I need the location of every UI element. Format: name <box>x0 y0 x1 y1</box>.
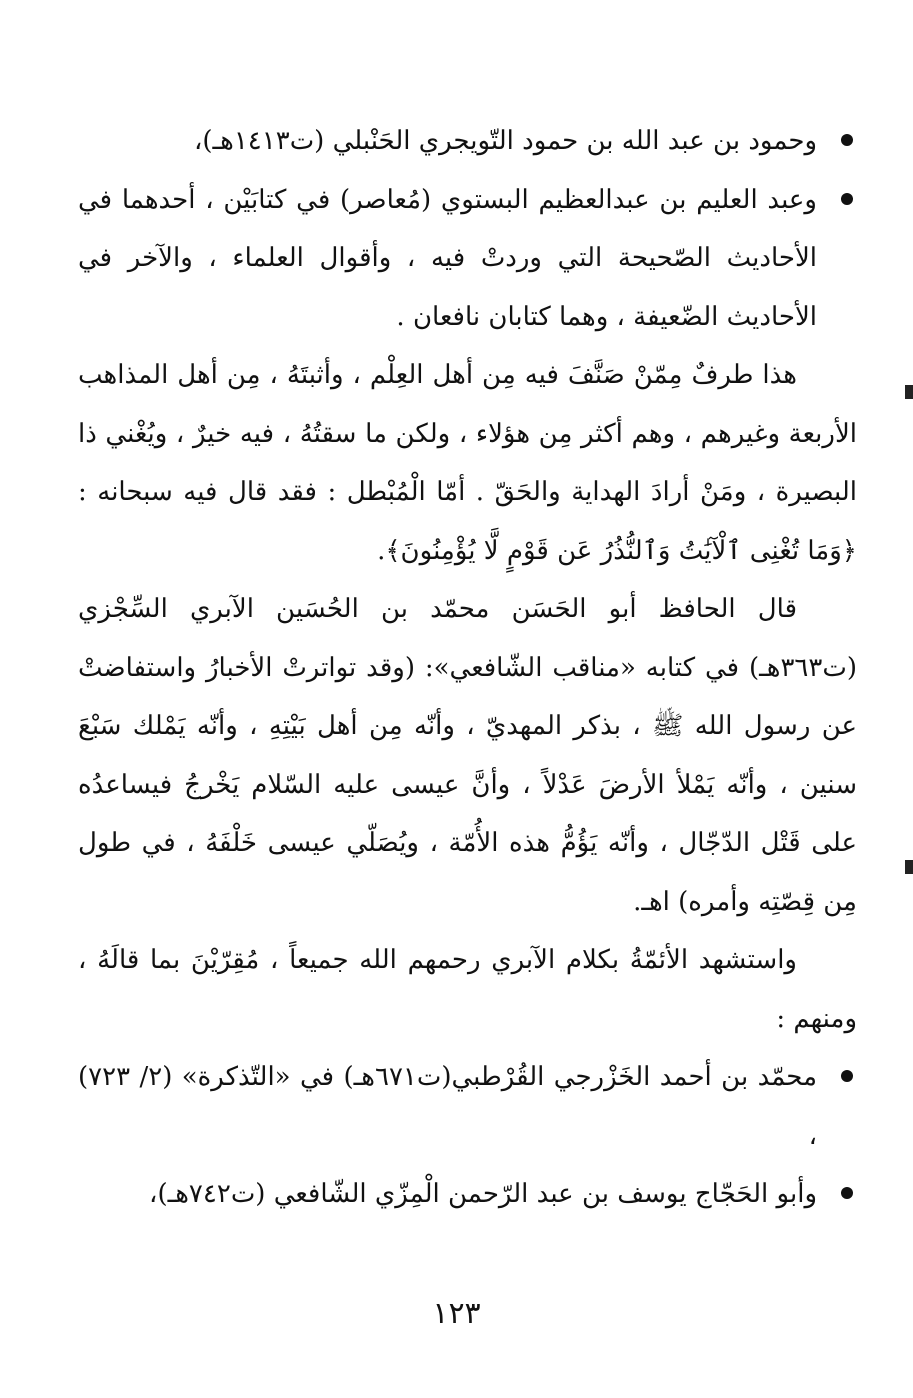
paragraph-text: وعبد العليم بن عبدالعظيم البستوي (مُعاصر) في كتابَيْن ، أحدهما في الأحاديث الصّحيحة التي وردتْ فيه ، وأقوال العلماء ، والآخر في الأحاديث الضّعيفة ، وهما كتابان نافعان . <box>78 184 817 332</box>
bullet-paragraph-3 <box>78 1048 857 1165</box>
page-body <box>78 112 857 1338</box>
bullet-dot-icon <box>841 1070 853 1082</box>
page-number: ١٢٣ <box>432 1296 481 1331</box>
bullet-paragraph-2 <box>78 171 857 347</box>
bullet-paragraph-4 <box>78 1165 857 1224</box>
paragraph-text: محمّد بن أحمد الخَزْرجي القُرْطبي(ت٦٧١هـ) في «التّذكرة» (٢/ ٧٢٣) ، <box>78 1062 817 1151</box>
paragraph-text: وحمود بن عبد الله بن حمود التّويجري الحَنْبلي (ت١٤١٣هـ)، <box>193 126 817 156</box>
bullet-paragraph-1 <box>78 112 857 171</box>
bullet-dot-icon <box>841 1187 853 1199</box>
paragraph-text: واستشهد الأئمّةُ بكلام الآبري رحمهم الله جميعاً ، مُقِرّيْنَ بما قالَهُ ، ومنهم : <box>78 945 857 1034</box>
edge-scan-mark <box>905 860 913 874</box>
body-paragraph-2 <box>78 580 857 931</box>
bullet-dot-icon <box>841 193 853 205</box>
paragraph-text: هذا طرفٌ مِمّنْ صَنَّفَ فيه مِن أهل العِلْم ، وأثبتَهُ ، مِن أهل المذاهب الأربعة وغيرهم ، وهم أكثر مِن هؤلاء ، ولكن ما سقتُهُ ، فيه خيرٌ ، ويُغْني ذا البصيرة ، ومَنْ أرادَ الهداية والحَقّ . أمّا الْمُبْطل : فقد قال فيه سبحانه : ﴿وَمَا تُغْنِى ٱلْآيَٰتُ وَٱلنُّذُرُ عَن قَوْمٍ لَّا يُؤْمِنُونَ﴾. <box>78 360 857 566</box>
paragraph-text: قال الحافظ أبو الحَسَن محمّد بن الحُسَين الآبري السِّجْزي (ت٣٦٣هـ) في كتابه «مناقب الشّافعي»: (وقد تواترتْ الأخبارُ واستفاضتْ عن رسول الله ﷺ ، بذكر المهديّ ، وأنّه مِن أهل بَيْتِهِ ، وأنّه يَمْلك سَبْعَ سنين ، وأنّه يَمْلأ الأرضَ عَدْلاً ، وأنَّ عيسى عليه السّلام يَخْرجُ فيساعدُه على قَتْل الدّجّال ، وأنّه يَؤُمُّ هذه الأُمّة ، ويُصَلّي عيسى خَلْفَهُ ، في طول مِن قِصّتِه وأمره) اهـ. <box>78 594 857 917</box>
edge-scan-mark <box>905 385 913 399</box>
paragraph-text: وأبو الحَجّاج يوسف بن عبد الرّحمن الْمِزّي الشّافعي (ت٧٤٢هـ)، <box>149 1179 817 1209</box>
bullet-dot-icon <box>841 134 853 146</box>
body-paragraph-3 <box>78 931 857 1048</box>
body-paragraph-1 <box>78 346 857 580</box>
